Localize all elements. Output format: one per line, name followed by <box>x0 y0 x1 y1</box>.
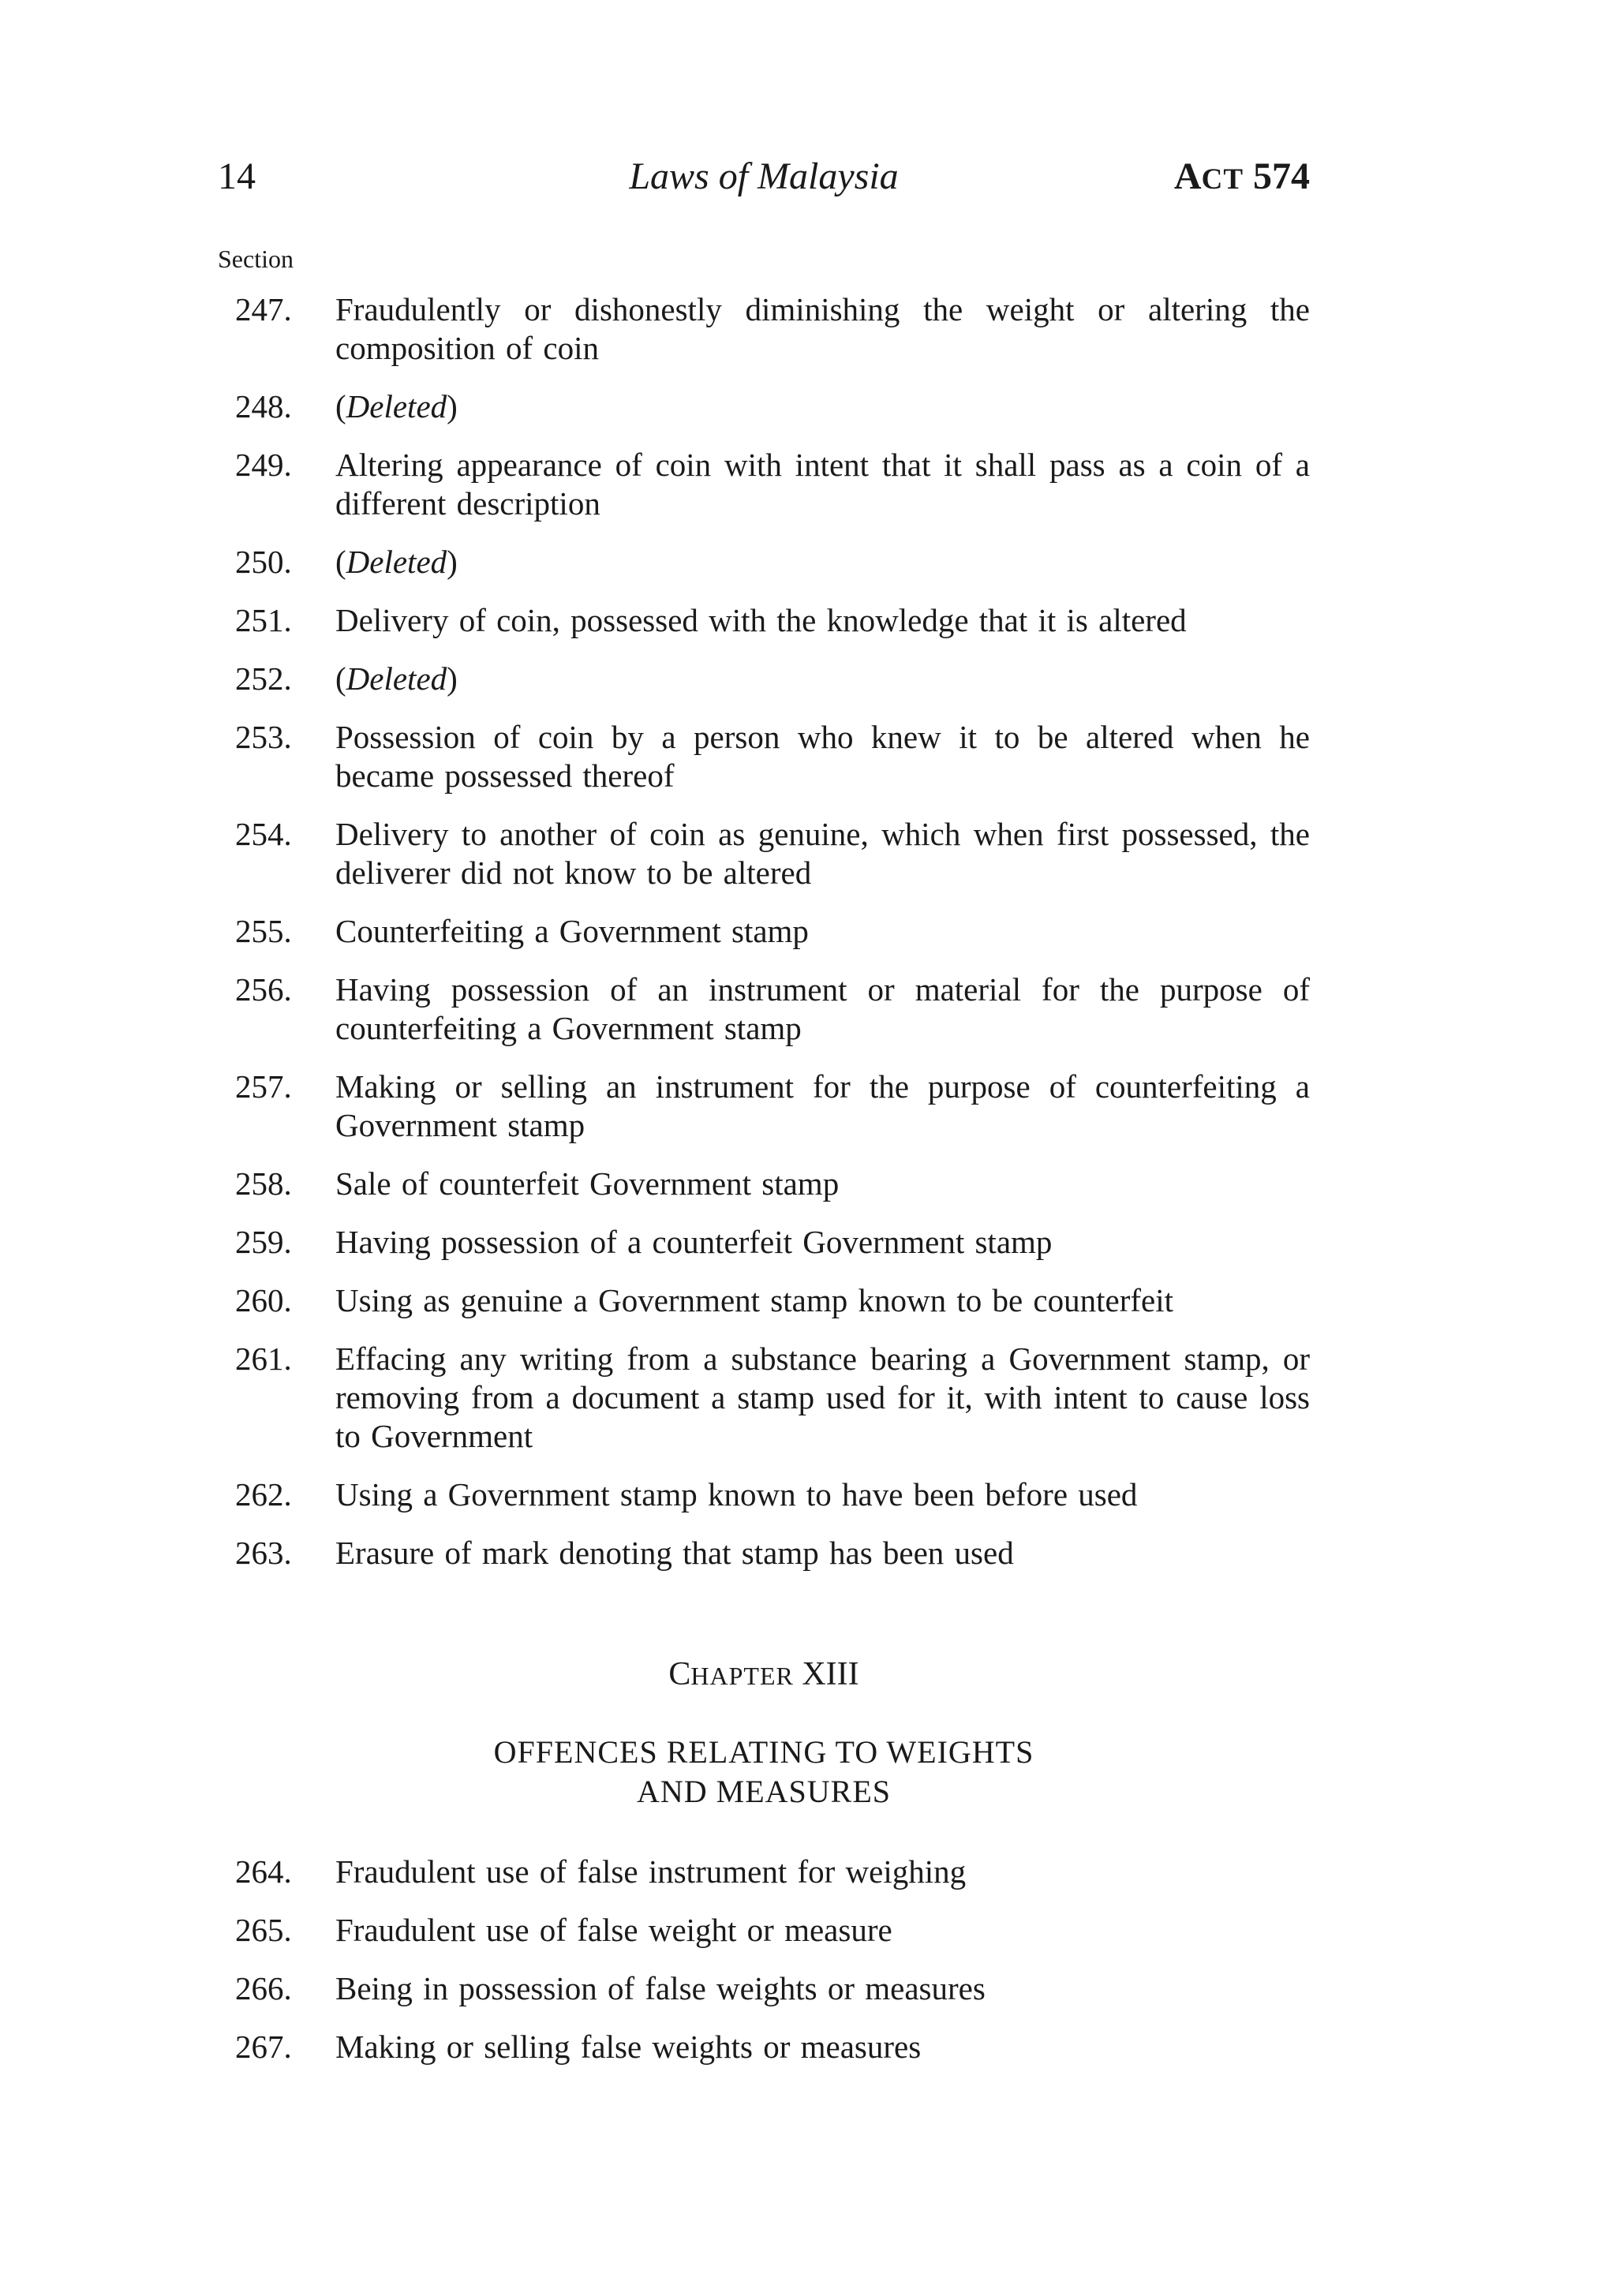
section-title: Fraudulent use of false instrument for weighing <box>335 1853 967 1890</box>
section-number: 264. <box>235 1853 292 1890</box>
act-prefix-rest: CT <box>1201 163 1244 196</box>
section-number: 248. <box>235 388 292 424</box>
section-number: 249. <box>235 447 292 483</box>
section-number: 259. <box>235 1224 292 1260</box>
section-number: 254. <box>235 816 292 852</box>
section-number: 263. <box>235 1535 292 1571</box>
section-title: Using a Government stamp known to have been before used <box>335 1476 1138 1513</box>
act-prefix-initial: A <box>1173 155 1202 197</box>
section-list-part2 <box>218 1853 1310 2086</box>
section-number: 260. <box>235 1282 292 1318</box>
section-title: Sale of counterfeit Government stamp <box>335 1165 840 1202</box>
section-entry <box>218 1475 1310 1514</box>
section-number: 253. <box>235 719 292 755</box>
section-entry <box>218 543 1310 581</box>
section-entry <box>218 446 1310 523</box>
section-number: 265. <box>235 1912 292 1948</box>
section-entry <box>218 387 1310 426</box>
section-number: 256. <box>235 971 292 1008</box>
section-entry <box>218 1911 1310 1950</box>
chapter-title-line-2: AND MEASURES <box>636 1774 892 1809</box>
chapter-title <box>218 1733 1310 1812</box>
running-title: Laws of Malaysia <box>629 155 899 197</box>
section-entry <box>218 1068 1310 1145</box>
section-title: Effacing any writing from a substance bearing a Government stamp, or removing from a document a stamp used for it, with intent to cause loss to Government <box>335 1341 1310 1454</box>
section-column-label: Section <box>218 245 294 273</box>
chapter-heading <box>218 1655 1310 1693</box>
section-title: Altering appearance of coin with intent that it shall pass as a coin of a different description <box>335 447 1310 522</box>
section-entry <box>218 660 1310 698</box>
deleted-label: Deleted <box>346 544 447 580</box>
chapter-numeral: XIII <box>802 1656 859 1692</box>
section-entry <box>218 912 1310 951</box>
section-entry <box>218 1534 1310 1572</box>
section-entry <box>218 1969 1310 2008</box>
section-number: 257. <box>235 1068 292 1105</box>
section-entry <box>218 718 1310 795</box>
section-title: Making or selling false weights or measures <box>335 2029 922 2065</box>
section-title: Delivery to another of coin as genuine, which when first possessed, the deliverer did not know to be altered <box>335 816 1310 891</box>
section-number: 251. <box>235 602 292 638</box>
section-entry <box>218 2028 1310 2066</box>
section-title: Making or selling an instrument for the purpose of counterfeiting a Government stamp <box>335 1068 1310 1143</box>
chapter-word-initial: C <box>668 1656 691 1692</box>
section-number: 267. <box>235 2029 292 2065</box>
section-entry <box>218 815 1310 892</box>
section-deleted-note: (Deleted) <box>335 660 458 697</box>
section-entry <box>218 1281 1310 1320</box>
section-entry <box>218 1165 1310 1203</box>
section-number: 250. <box>235 544 292 580</box>
section-title: Fraudulently or dishonestly diminishing the weight or altering the composition of coin <box>335 291 1310 366</box>
act-number: 574 <box>1253 155 1310 197</box>
section-number: 258. <box>235 1165 292 1202</box>
section-title: Having possession of an instrument or material for the purpose of counterfeiting a Government stamp <box>335 971 1310 1046</box>
section-entry <box>218 290 1310 368</box>
page-header <box>218 155 1310 210</box>
section-entry <box>218 601 1310 640</box>
section-list-part1 <box>218 290 1310 1592</box>
section-entry <box>218 1853 1310 1891</box>
deleted-label: Deleted <box>346 660 447 697</box>
chapter-word-rest: HAPTER <box>690 1662 794 1690</box>
page-number: 14 <box>218 155 256 197</box>
section-title: Using as genuine a Government stamp known to be counterfeit <box>335 1282 1173 1318</box>
act-label <box>1174 155 1310 198</box>
section-deleted-note: (Deleted) <box>335 544 458 580</box>
section-title: Counterfeiting a Government stamp <box>335 913 809 949</box>
section-title: Delivery of coin, possessed with the knowledge that it is altered <box>335 602 1187 638</box>
section-number: 261. <box>235 1341 292 1377</box>
deleted-label: Deleted <box>346 388 447 424</box>
section-entry <box>218 1340 1310 1456</box>
section-number: 247. <box>235 291 292 327</box>
section-title: Possession of coin by a person who knew it to be altered when he became possessed thereof <box>335 719 1310 794</box>
section-number: 255. <box>235 913 292 949</box>
chapter-title-line-1: OFFENCES RELATING TO WEIGHTS <box>493 1734 1034 1770</box>
section-number: 266. <box>235 1970 292 2006</box>
section-entry <box>218 970 1310 1048</box>
section-title: Erasure of mark denoting that stamp has been used <box>335 1535 1014 1571</box>
section-title: Being in possession of false weights or measures <box>335 1970 986 2006</box>
section-entry <box>218 1223 1310 1262</box>
section-number: 252. <box>235 660 292 697</box>
section-title: Fraudulent use of false weight or measure <box>335 1912 892 1948</box>
section-number: 262. <box>235 1476 292 1513</box>
section-title: Having possession of a counterfeit Government stamp <box>335 1224 1053 1260</box>
section-deleted-note: (Deleted) <box>335 388 458 424</box>
